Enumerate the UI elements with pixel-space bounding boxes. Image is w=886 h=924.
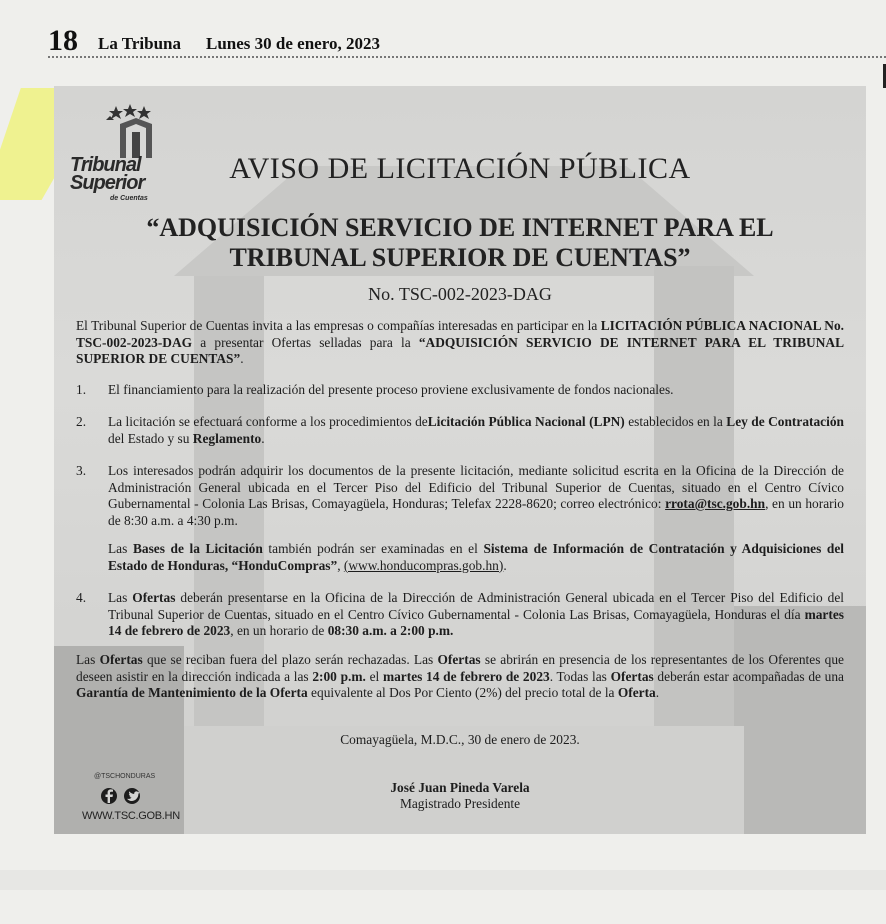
item-number: 4. xyxy=(76,590,87,605)
honducompras-link[interactable]: (www.honducompras.gob.hn) xyxy=(343,557,504,573)
item-3-text: Los interesados podrán adquirir los documentos de la presente licitación, mediante solicitud escrita en la Oficina de la Dirección de Administración General ubicada en el Tercer Piso del Edificio del Tribunal Superior de Cuentas, situado en el Centro Cívico Gubernamental - Colonia Las Brisas, Comayagüela, Honduras; Telefax 2228-8620; correo electrónico: rrota@tsc.gob.hn, en un horario de 8:30 a.m. a 4:30 p.m. xyxy=(108,463,845,528)
place-and-date: Comayagüela, M.D.C., 30 de enero de 2023. xyxy=(340,732,580,747)
newspaper-name: La Tribuna xyxy=(98,34,181,53)
twitter-icon[interactable] xyxy=(124,788,140,804)
notice-reference: No. TSC-002-2023-DAG xyxy=(368,284,552,304)
newspaper-masthead xyxy=(48,22,886,58)
page-number: 18 xyxy=(48,24,78,57)
intro-paragraph: El Tribunal Superior de Cuentas invita a las empresas o compañías interesadas en participar en la LICITACIÓN PÚBLICA NACIONAL No. TSC-002-2023-DAG a presentar Ofertas selladas para la “ADQUISICIÓN SERVICIO DE INTERNET PARA EL TRIBUNAL SUPERIOR DE CUENTAS”. xyxy=(76,318,844,366)
item-4-text: Las Ofertas deberán presentarse en la Oficina de la Dirección de Administración General ubicada en el Tercer Piso del Edificio del Tribunal Superior de Cuentas, situado en el Centro Cívico Gubernamental - Colonia Las Brisas, Comayagüela, Honduras el día martes 14 de febrero de 2023, en un horario de 08:30 a.m. a 2:00 p.m. xyxy=(108,590,844,638)
contact-email[interactable]: rrota@tsc.gob.hn xyxy=(665,496,766,511)
item-2-text: La licitación se efectuará conforme a los procedimientos deLicitación Pública Nacional (LPN) establecidos en la Ley de Contratación del Estado y su Reglamento. xyxy=(108,414,844,446)
masthead-divider xyxy=(48,56,886,58)
notice-title: AVISO DE LICITACIÓN PÚBLICA xyxy=(229,152,691,185)
logo-text-superior: Superior xyxy=(70,172,145,194)
page-bottom-margin xyxy=(0,870,886,890)
logo-text-tribunal: Tribunal xyxy=(70,154,141,176)
website-link[interactable]: WWW.TSC.GOB.HN xyxy=(82,810,180,822)
issue-date: Lunes 30 de enero, 2023 xyxy=(206,34,380,53)
notice-subject: “ADQUISICIÓN SERVICIO DE INTERNET PARA EL TRIBUNAL SUPERIOR DE CUENTAS” xyxy=(146,213,774,272)
facebook-icon[interactable] xyxy=(101,788,117,804)
signatory-name: José Juan Pineda Varela xyxy=(390,780,530,795)
social-handle: @TSCHONDURAS xyxy=(94,773,156,780)
item-3-bases-text: Las Bases de la Licitación también podrán ser examinadas en el Sistema de Información de Contratación y Adquisiciones del Estado de Honduras, “HonduCompras”, (www.honducompras.gob.hn). xyxy=(108,541,845,573)
closing-paragraph: Las Ofertas que se reciban fuera del plazo serán rechazadas. Las Ofertas se abrirán en presencia de los representantes de los Oferentes que deseen asistir en la dirección indicada a las 2:00 p.m. el martes 14 de febrero de 2023. Todas las Ofertas deberán estar acompañadas de una Garantía de Mantenimiento de la Oferta equivalente al Dos Por Ciento (2%) del precio total de la Oferta. xyxy=(76,652,844,700)
item-number: 3. xyxy=(76,463,87,478)
logo-text-de-cuentas: de Cuentas xyxy=(110,195,148,202)
signatory-title: Magistrado Presidente xyxy=(399,796,521,811)
item-number: 2. xyxy=(76,414,87,429)
tender-notice-ad xyxy=(54,86,866,834)
item-number: 1. xyxy=(76,382,87,397)
item-1-text: El financiamiento para la realización del presente proceso proviene exclusivamente de fondos nacionales. xyxy=(108,382,674,397)
social-icons xyxy=(100,786,150,806)
